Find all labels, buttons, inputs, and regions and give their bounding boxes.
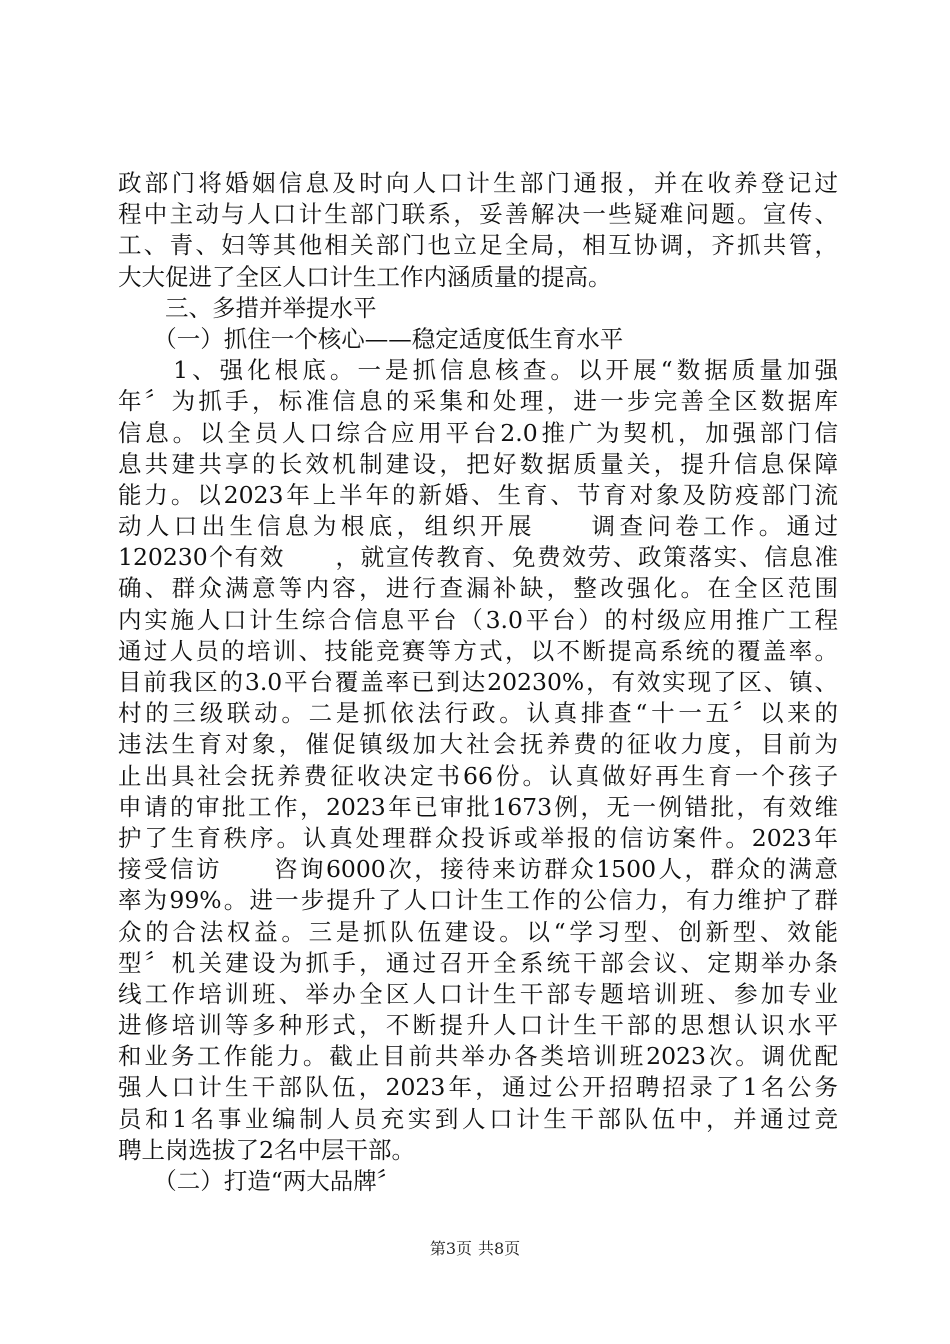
text-line: 内实施人口计生综合信息平台（3.0平台）的村级应用推广工程 — [118, 605, 838, 634]
text-line: 率为99%。进一步提升了人口计生工作的公信力，有力维护了群 — [118, 886, 838, 915]
text-line: 目前我区的3.0平台覆盖率已到达20230%，有效实现了区、镇、 — [118, 668, 838, 696]
text-line: 和业务工作能力。截止目前共举办各类培训班2023次。调优配 — [118, 1042, 838, 1071]
text-line: 违法生育对象，催促镇级加大社会抚养费的征收力度，目前为 — [118, 730, 838, 759]
text-line: 能力。以2023年上半年的新婚、生育、节育对象及防疫部门流 — [118, 480, 838, 509]
text-line: 1、强化根底。一是抓信息核查。以开展“数据质量加强 — [118, 356, 838, 385]
text-line: 进修培训等多种形式，不断提升人口计生干部的思想认识水平 — [118, 1011, 838, 1040]
page-footer — [0, 1238, 950, 1260]
text-line: 120230个有效 ，就宣传教育、免费效劳、政策落实、信息准 — [118, 543, 838, 572]
text-line: 聘上岗选拔了2名中层干部。 — [118, 1135, 415, 1164]
text-line: （二）打造“两大品牌〞 — [118, 1167, 401, 1195]
text-line: 信息。以全员人口综合应用平台2.0推广为契机，加强部门信 — [118, 418, 838, 447]
text-line: 止出具社会抚养费征收决定书66份。认真做好再生育一个孩子 — [118, 761, 838, 790]
text-line: 型〞机关建设为抓手，通过召开全系统干部会议、定期举办条 — [118, 948, 838, 977]
page-number: 第3页 — [429, 1239, 472, 1258]
text-line: 接受信访 咨询6000次，接待来访群众1500人，群众的满意 — [118, 855, 838, 884]
text-line: 大大促进了全区人口计生工作内涵质量的提高。 — [118, 262, 612, 291]
text-line: 息共建共享的长效机制建设，把好数据质量关，提升信息保障 — [118, 449, 838, 478]
document-body — [118, 168, 838, 1197]
text-line: 动人口出生信息为根底，组织开展 调查问卷工作。通过 — [118, 512, 838, 541]
text-line: 线工作培训班、举办全区人口计生干部专题培训班、参加专业 — [118, 979, 838, 1008]
text-line: 三、多措并举提水平 — [118, 293, 377, 322]
text-line: （一）抓住一个核心——稳定适度低生育水平 — [118, 324, 624, 353]
text-line: 护了生育秩序。认真处理群众投诉或举报的信访案件。2023年 — [118, 823, 838, 852]
text-line: 通过人员的培训、技能竞赛等方式，以不断提高系统的覆盖率。 — [118, 636, 838, 665]
text-line: 程中主动与人口计生部门联系，妥善解决一些疑难问题。宣传、 — [118, 200, 838, 229]
text-line: 员和1名事业编制人员充实到人口计生干部队伍中，并通过竞 — [118, 1104, 838, 1133]
text-line: 众的合法权益。三是抓队伍建设。以“学习型、创新型、效能 — [118, 917, 838, 946]
text-line: 政部门将婚姻信息及时向人口计生部门通报，并在收养登记过 — [118, 169, 838, 197]
text-line: 申请的审批工作，2023年已审批1673例，无一例错批，有效维 — [118, 792, 838, 821]
text-line: 工、青、妇等其他相关部门也立足全局，相互协调，齐抓共管， — [118, 231, 838, 260]
text-line: 确、群众满意等内容，进行查漏补缺，整改强化。在全区范围 — [118, 574, 838, 603]
text-line: 村的三级联动。二是抓依法行政。认真排查“十一五〞以来的 — [118, 699, 838, 728]
page-total: 共8页 — [478, 1239, 521, 1258]
text-line: 强人口计生干部队伍，2023年，通过公开招聘招录了1名公务 — [118, 1073, 838, 1102]
text-line: 年〞为抓手，标准信息的采集和处理，进一步完善全区数据库 — [118, 387, 838, 416]
